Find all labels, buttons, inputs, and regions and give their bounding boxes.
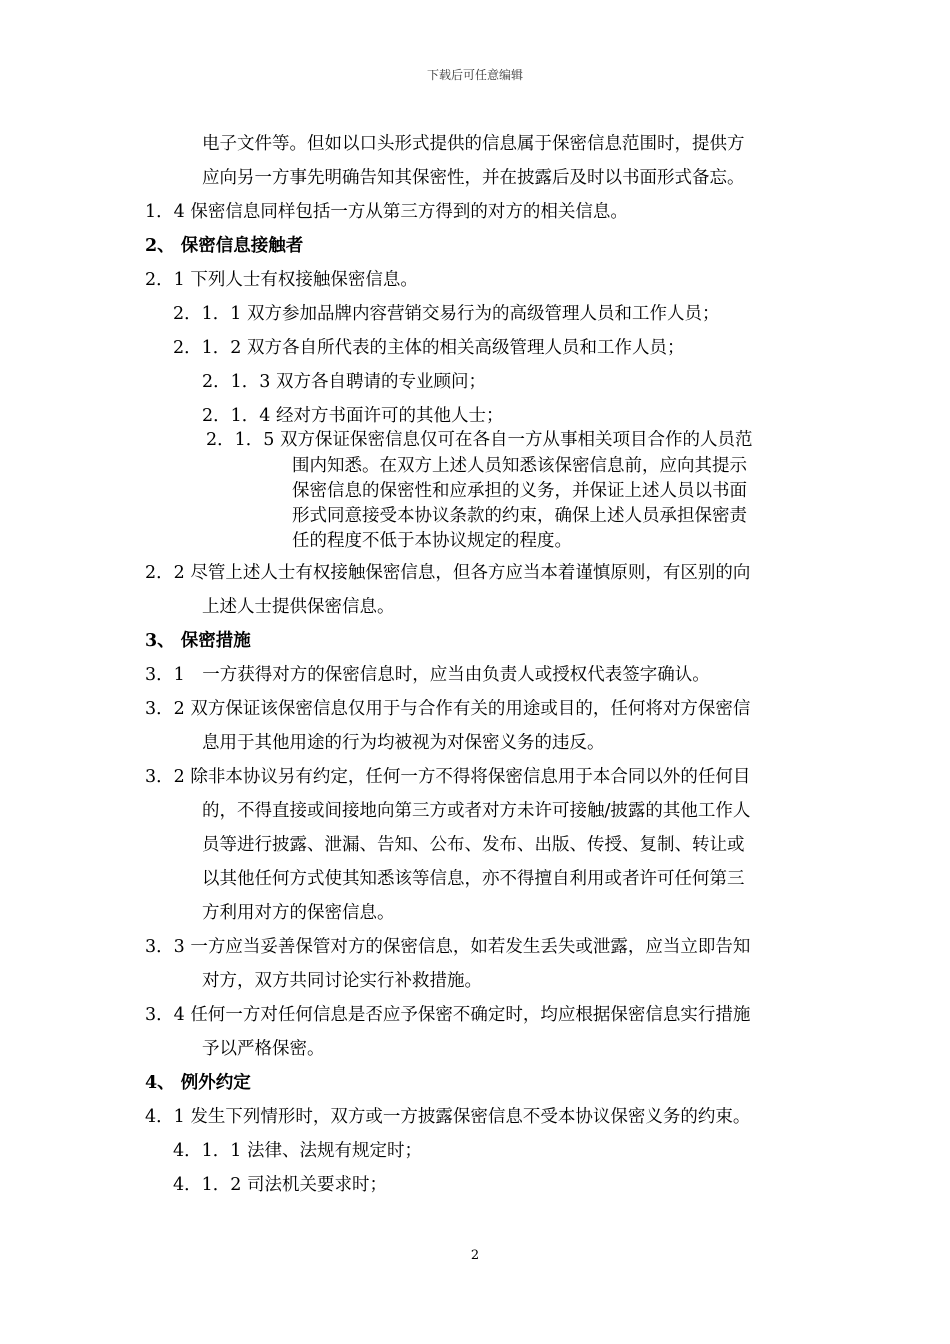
- clause-2-1: 2．1 下列人士有权接触保密信息。: [145, 270, 418, 290]
- paragraph-line: 方利用对方的保密信息。: [202, 903, 395, 923]
- paragraph-line: 围内知悉。在双方上述人员知悉该保密信息前，应向其提示: [292, 456, 747, 476]
- paragraph-line: 以其他任何方式使其知悉该等信息，亦不得擅自利用或者许可任何第三: [202, 869, 745, 889]
- paragraph-line: 保密信息的保密性和应承担的义务，并保证上述人员以书面: [292, 481, 747, 501]
- clause-3-1: 3．1 一方获得对方的保密信息时，应当由负责人或授权代表签字确认。: [145, 665, 710, 685]
- clause-1-4: 1．4 保密信息同样包括一方从第三方得到的对方的相关信息。: [145, 202, 628, 222]
- paragraph-line: 电子文件等。但如以口头形式提供的信息属于保密信息范围时，提供方: [202, 134, 745, 154]
- clause-2-1-5: 2．1．5 双方保证保密信息仅可在各自一方从事相关项目合作的人员范: [206, 430, 753, 450]
- section-heading-4: 4、 例外约定: [145, 1073, 251, 1093]
- page-number: 2: [470, 1248, 480, 1263]
- clause-3-2: 3．2 双方保证该保密信息仅用于与合作有关的用途或目的，任何将对方保密信: [145, 699, 751, 719]
- paragraph-line: 应向另一方事先明确告知其保密性，并在披露后及时以书面形式备忘。: [202, 168, 745, 188]
- clause-4-1-1: 4．1．1 法律、法规有规定时；: [173, 1141, 422, 1161]
- clause-3-4: 3．4 任何一方对任何信息是否应予保密不确定时，均应根据保密信息实行措施: [145, 1005, 751, 1025]
- clause-2-1-3: 2．1．3 双方各自聘请的专业顾问；: [202, 372, 486, 392]
- clause-2-2: 2．2 尽管上述人士有权接触保密信息，但各方应当本着谨慎原则，有区别的向: [145, 563, 751, 583]
- clause-2-1-4: 2．1．4 经对方书面许可的其他人士；: [202, 406, 504, 426]
- clause-3-3: 3．3 一方应当妥善保管对方的保密信息，如若发生丢失或泄露，应当立即告知: [145, 937, 751, 957]
- clause-3-2b: 3．2 除非本协议另有约定，任何一方不得将保密信息用于本合同以外的任何目: [145, 767, 751, 787]
- paragraph-line: 对方，双方共同讨论实行补救措施。: [202, 971, 482, 991]
- paragraph-line: 形式同意接受本协议条款的约束，确保上述人员承担保密责: [292, 506, 747, 526]
- clause-2-1-2: 2．1．2 双方各自所代表的主体的相关高级管理人员和工作人员；: [173, 338, 685, 358]
- paragraph-line: 员等进行披露、泄漏、告知、公布、发布、出版、传授、复制、转让或: [202, 835, 745, 855]
- clause-4-1-2: 4．1．2 司法机关要求时；: [173, 1175, 387, 1195]
- section-heading-2: 2、 保密信息接触者: [145, 236, 304, 256]
- paragraph-line: 予以严格保密。: [202, 1039, 325, 1059]
- clause-2-1-1: 2．1．1 双方参加品牌内容营销交易行为的高级管理人员和工作人员；: [173, 304, 720, 324]
- paragraph-line: 的，不得直接或间接地向第三方或者对方未许可接触/披露的其他工作人: [202, 801, 751, 821]
- paragraph-line: 息用于其他用途的行为均被视为对保密义务的违反。: [202, 733, 605, 753]
- page-header: 下载后可任意编辑: [426, 68, 523, 82]
- paragraph-line: 上述人士提供保密信息。: [202, 597, 395, 617]
- section-heading-3: 3、 保密措施: [145, 631, 251, 651]
- clause-4-1: 4．1 发生下列情形时，双方或一方披露保密信息不受本协议保密义务的约束。: [145, 1107, 751, 1127]
- paragraph-line: 任的程度不低于本协议规定的程度。: [292, 531, 572, 551]
